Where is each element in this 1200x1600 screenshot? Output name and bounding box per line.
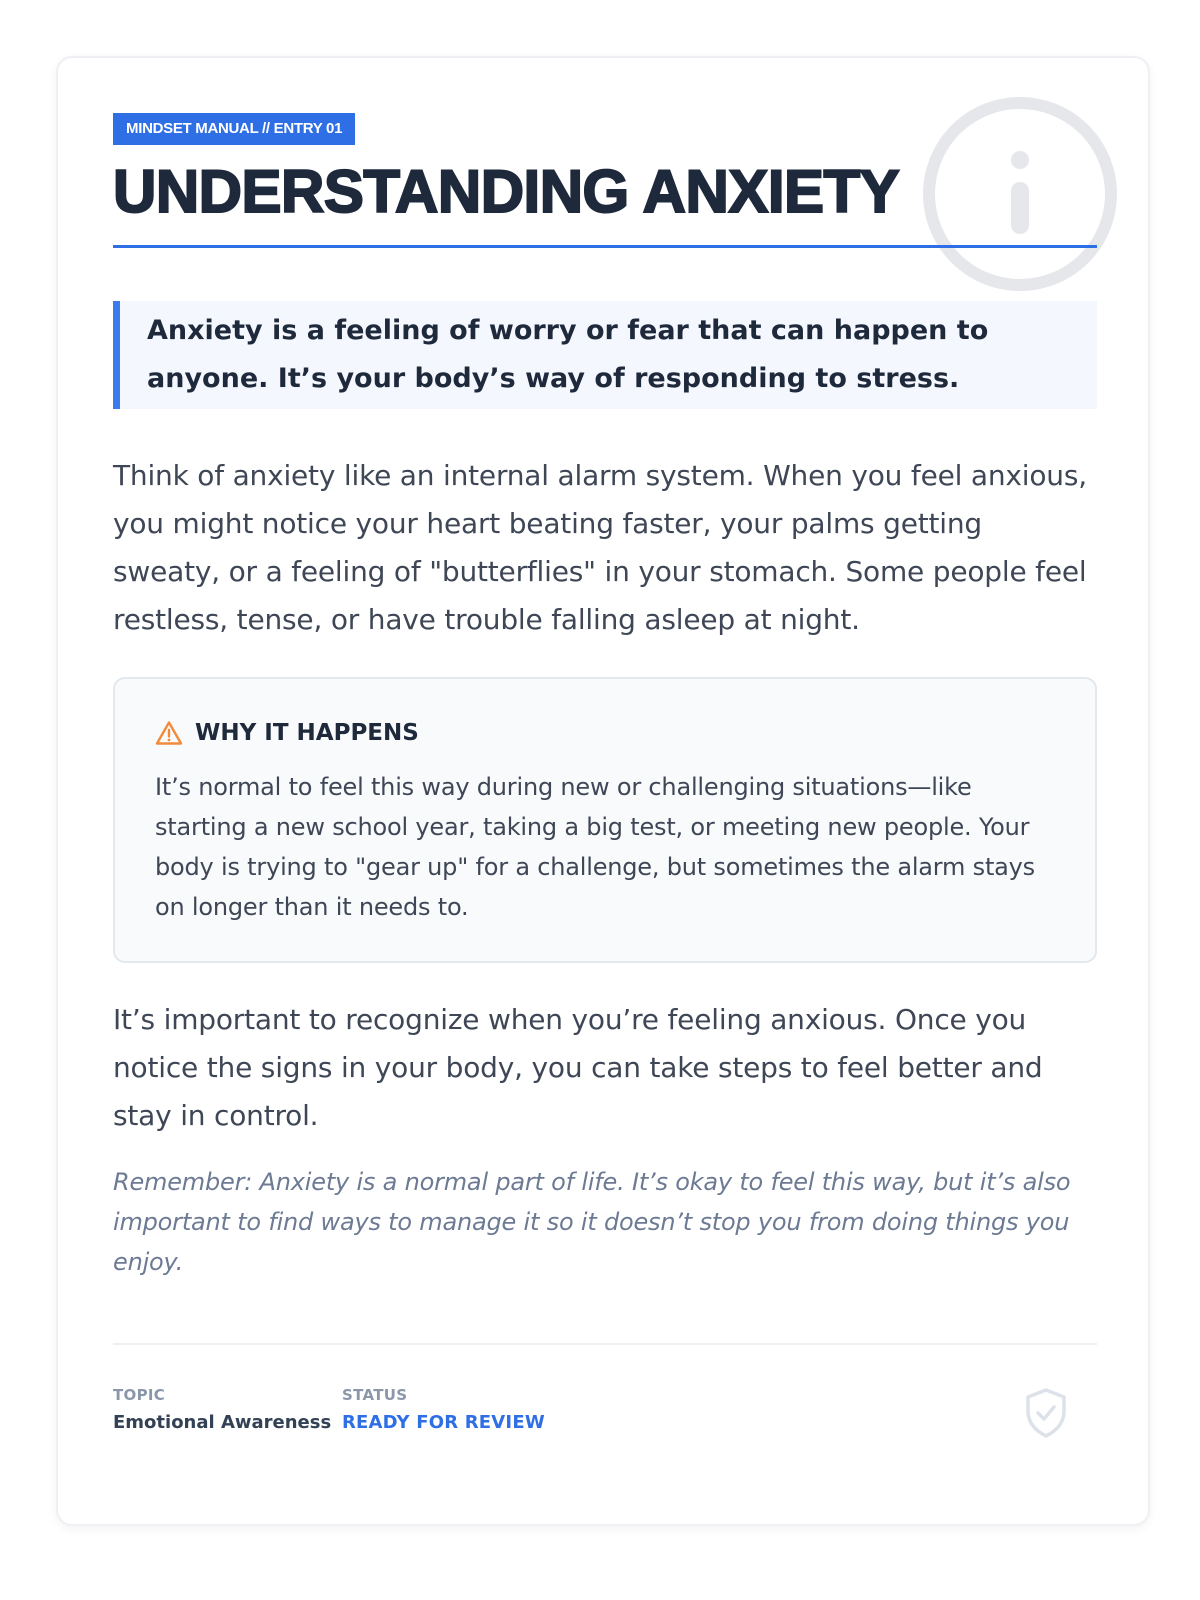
topic-label: TOPIC (113, 1386, 166, 1404)
status-label: STATUS (342, 1386, 408, 1404)
entry-footer (113, 1343, 1097, 1433)
entry-badge: MINDSET MANUAL // ENTRY 01 (113, 113, 355, 145)
callout-text: It’s normal to feel this way during new or challenging situations—like starting a new school year, taking a big test, or meeting new people. Your body is trying to "gear up" for a challenge, but sometimes the alarm stays on longer than it needs to. (155, 773, 1035, 921)
status-meta (342, 1385, 545, 1435)
entry-card (56, 56, 1150, 1526)
body-paragraph-2: It’s important to recognize when you’re feeling anxious. Once you notice the signs in your body, you can take steps to feel better and stay in control. (113, 1003, 1043, 1132)
lead-quote: Anxiety is a feeling of worry or fear that can happen to anyone. It’s your body’s way of responding to stress. (113, 301, 1097, 409)
why-it-happens-callout (113, 677, 1097, 963)
page-title: UNDERSTANDING ANXIETY (113, 158, 900, 225)
topic-meta (113, 1385, 331, 1435)
warning-triangle-icon (155, 720, 183, 746)
reminder-note: Remember: Anxiety is a normal part of life. It’s okay to feel this way, but it’s also important to find ways to manage it so it doesn’t stop you from doing things you enjoy. (113, 1168, 1071, 1276)
entry-content (113, 113, 1097, 1282)
callout-title: WHY IT HAPPENS (195, 720, 419, 746)
status-badge: READY FOR REVIEW (342, 1412, 545, 1433)
title-divider (113, 245, 1097, 248)
body-paragraph-1: Think of anxiety like an internal alarm system. When you feel anxious, you might notice your heart beating faster, your palms getting sweaty, or a feeling of "butterflies" in your stomach. Some people feel restless, tense, or have trouble falling asleep at night. (113, 459, 1087, 636)
callout-header (155, 718, 1055, 748)
topic-value: Emotional Awareness (113, 1412, 332, 1433)
shield-check-icon (1023, 1387, 1069, 1439)
